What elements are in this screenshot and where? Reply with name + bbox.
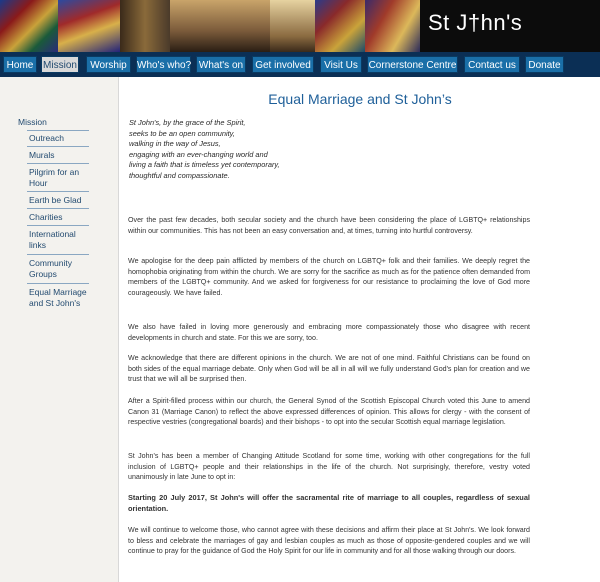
church-interior-image bbox=[170, 0, 270, 52]
mission-line: thoughtful and compassionate. bbox=[129, 170, 230, 180]
main-nav bbox=[0, 52, 600, 77]
page-title: Equal Marriage and St John’s bbox=[268, 91, 452, 107]
stained-glass-image bbox=[0, 0, 58, 52]
nav-worship[interactable]: Worship bbox=[86, 56, 131, 73]
sidebar bbox=[0, 77, 118, 582]
paragraph: We acknowledge that there are different opinions in the church. We are not of one mind. Faithful Christians can be found on both sides of the equal marriage debate. Only when God will be all in all will we fully understand God's plan for creation and we trust that we will all be surprised then. bbox=[128, 354, 530, 384]
site-logo[interactable]: St J†hn's bbox=[428, 10, 523, 35]
sidebar-item-charities[interactable]: Charities bbox=[29, 212, 63, 222]
mission-line: St John's, by the grace of the Spirit, bbox=[129, 118, 246, 127]
nav-donate[interactable]: Donate bbox=[525, 56, 564, 73]
divider bbox=[27, 163, 89, 164]
sidebar-item-outreach[interactable]: Outreach bbox=[29, 133, 64, 143]
paragraph: St John's has been a member of Changing Attitude Scotland for some time, working with other congregations for the full inclusion of LGBTQ+ people and their relationships in the life of the church. Not surprisingly, therefore, vestry voted unanimously in late June to opt in: bbox=[128, 452, 530, 482]
announcement: Starting 20 July 2017, St John's will offer the sacramental rite of marriage to all couples, regardless of sexual orientation. bbox=[128, 493, 530, 513]
divider bbox=[27, 225, 89, 226]
nav-mission[interactable]: Mission bbox=[41, 56, 79, 73]
divider bbox=[27, 254, 89, 255]
paragraph: We will continue to welcome those, who cannot agree with these decisions and affirm their place at St John's. We look forward to bless and celebrate the marriages of gay and lesbian couples as much as those of opposite-gendered couples and we will continue to pray for the guidance of God the Holy Spirit for our life in community and for all those walking through our doors. bbox=[128, 526, 530, 556]
sidebar-title[interactable]: Mission bbox=[18, 117, 47, 127]
sidebar-item-international-links[interactable]: International links bbox=[29, 229, 76, 250]
paragraph: We also have failed in loving more generously and embracing more compassionately those who disagree with recent developments in church and state. For this we are sorry, too. bbox=[128, 323, 530, 342]
nav-whos-who[interactable]: Who's who? bbox=[136, 56, 191, 73]
divider bbox=[27, 130, 89, 131]
sidebar-item-pilgrim-for-an-hour[interactable]: Pilgrim for an Hour bbox=[29, 167, 80, 188]
sidebar-item-earth-be-glad[interactable]: Earth be Glad bbox=[29, 195, 82, 205]
mission-line: seeks to be an open community, bbox=[129, 128, 235, 138]
nav-get-involved[interactable]: Get involved bbox=[252, 56, 314, 73]
sidebar-item-equal-marriage[interactable]: Equal Marriage and St John's bbox=[29, 287, 87, 308]
church-interior-image bbox=[270, 0, 315, 52]
divider bbox=[27, 208, 89, 209]
church-interior-image bbox=[120, 0, 170, 52]
mission-line: walking in the way of Jesus, bbox=[129, 139, 221, 149]
nav-cornerstone-centre[interactable]: Cornerstone Centre bbox=[367, 56, 458, 73]
nav-contact-us[interactable]: Contact us bbox=[464, 56, 520, 73]
stained-glass-image bbox=[58, 0, 120, 52]
mission-statement bbox=[129, 118, 280, 182]
divider bbox=[27, 191, 89, 192]
mission-line: engaging with an ever-changing world and bbox=[129, 149, 268, 159]
mission-line: living a faith that is timeless yet contemporary, bbox=[129, 160, 280, 170]
stained-glass-image bbox=[365, 0, 420, 52]
paragraph: We apologise for the deep pain afflicted by members of the church on LGBTQ+ folk and their families. We deeply regret the homophobia originating from within the church. We are sorry for the sacrifice as much as for the patience often demanded from members of the LGBTQ+ community. And we asked for forgiveness for our resistance to proclaiming the love of God more courageously. We have failed. bbox=[128, 257, 530, 297]
paragraph: After a Spirit-filled process within our church, the General Synod of the Scottish Episcopal Church voted this June to amend Canon 31 (Marriage Canon) to reflect the above expressed differences of opinion. This allows for clergy - with the consent of respective vestries (congregational boards) and their bishops - to opt into the secular Scottish equal marriage legislation. bbox=[128, 397, 530, 427]
stained-glass-image bbox=[315, 0, 365, 52]
sidebar-item-murals[interactable]: Murals bbox=[29, 150, 55, 160]
nav-visit-us[interactable]: Visit Us bbox=[320, 56, 362, 73]
main-content bbox=[118, 77, 600, 582]
divider bbox=[27, 283, 89, 284]
nav-whats-on[interactable]: What's on bbox=[196, 56, 246, 73]
header-banner bbox=[0, 0, 600, 52]
paragraph: Over the past few decades, both secular society and the church have been considering the place of LGBTQ+ relationships within our communities. This has not been an easy conversation and, at times, turning into hurtful controversy. bbox=[128, 216, 530, 235]
divider bbox=[27, 146, 89, 147]
nav-home[interactable]: Home bbox=[3, 56, 37, 73]
sidebar-item-community-groups[interactable]: Community Groups bbox=[29, 258, 72, 279]
